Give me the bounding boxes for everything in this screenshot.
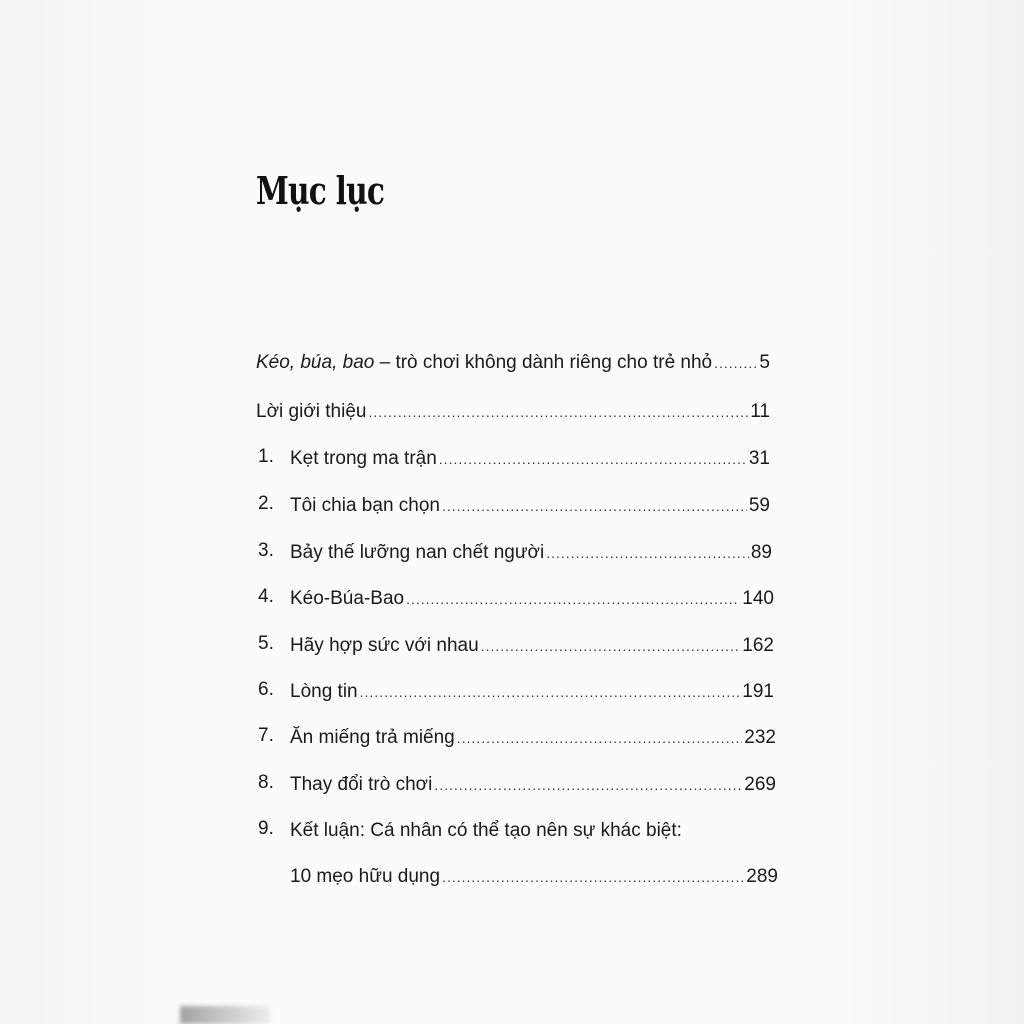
toc-entry-page: 269 — [744, 774, 776, 795]
toc-entry — [290, 669, 774, 703]
toc-entry — [256, 389, 770, 423]
toc-leader-dots — [546, 546, 749, 560]
toc-entry — [290, 715, 776, 749]
toc-entry-page: 59 — [748, 495, 770, 516]
toc-entry-title: Thay đổi trò chơi — [290, 774, 433, 795]
toc-leader-dots — [360, 685, 741, 699]
toc-entry — [290, 854, 778, 888]
toc-leader-dots — [434, 778, 742, 792]
toc-leader-dots — [406, 592, 740, 606]
toc-entry-page: 162 — [742, 635, 774, 656]
toc-entry-title: Kẹt trong ma trận — [290, 448, 437, 469]
toc-entry-title: 10 mẹo hữu dụng — [290, 866, 441, 887]
toc-entry-title: Lời giới thiệu — [256, 401, 367, 422]
toc-entry-page: 5 — [759, 352, 770, 373]
toc-entry — [290, 483, 770, 517]
toc-entry-page: 11 — [750, 401, 770, 422]
toc-entry — [256, 340, 770, 374]
toc-entry — [290, 762, 776, 796]
toc-entry-number: 1. — [258, 446, 274, 467]
toc-entry-number: 5. — [258, 633, 274, 654]
toc-entry-page: 89 — [750, 542, 772, 563]
toc-entry-title-italic: Kéo, búa, bao — [256, 352, 375, 373]
toc-entry-page: 140 — [742, 588, 774, 609]
toc-entry-number: 9. — [258, 818, 274, 839]
toc-entry-page: 191 — [742, 681, 774, 702]
toc-entry — [290, 623, 774, 657]
toc-entry — [290, 576, 774, 610]
page-title: Mục lục — [256, 168, 385, 213]
toc-entry-title-rest: – trò chơi không dành riêng cho trẻ nhỏ — [374, 352, 713, 373]
toc-leader-dots — [457, 731, 743, 745]
toc-entry — [290, 808, 776, 842]
page-edge-shadow — [180, 1006, 270, 1024]
toc-leader-dots — [442, 870, 744, 884]
toc-leader-dots — [481, 639, 741, 653]
toc-entry-number: 6. — [258, 679, 274, 700]
toc-entry-number: 7. — [258, 725, 274, 746]
toc-entry-title — [256, 352, 714, 374]
toc-entry-title: Ăn miếng trả miếng — [290, 727, 455, 748]
toc-entry-title: Hãy hợp sức với nhau — [290, 635, 479, 656]
toc-entry-number: 8. — [258, 772, 274, 793]
toc-entry-title: Kéo-Búa-Bao — [290, 588, 405, 609]
toc-entry — [290, 436, 770, 470]
toc-leader-dots — [368, 405, 748, 419]
toc-entry-number: 4. — [258, 586, 274, 607]
toc-entry-page: 232 — [744, 727, 776, 748]
toc-entry — [290, 530, 772, 564]
toc-leader-dots — [714, 356, 757, 370]
toc-entry-number: 2. — [258, 493, 274, 514]
toc-entry-title: Bảy thế lưỡng nan chết người — [290, 542, 545, 563]
toc-leader-dots — [442, 499, 747, 513]
toc-entry-number: 3. — [258, 540, 274, 561]
toc-entry-title: Tôi chia bạn chọn — [290, 495, 440, 516]
toc-entry-page: 31 — [748, 448, 770, 469]
toc-entry-title: Kết luận: Cá nhân có thể tạo nên sự khác biệt: — [290, 820, 682, 841]
toc-leader-dots — [439, 452, 747, 466]
toc-entry-title: Lòng tin — [290, 681, 358, 702]
toc-entry-page: 289 — [746, 866, 778, 887]
